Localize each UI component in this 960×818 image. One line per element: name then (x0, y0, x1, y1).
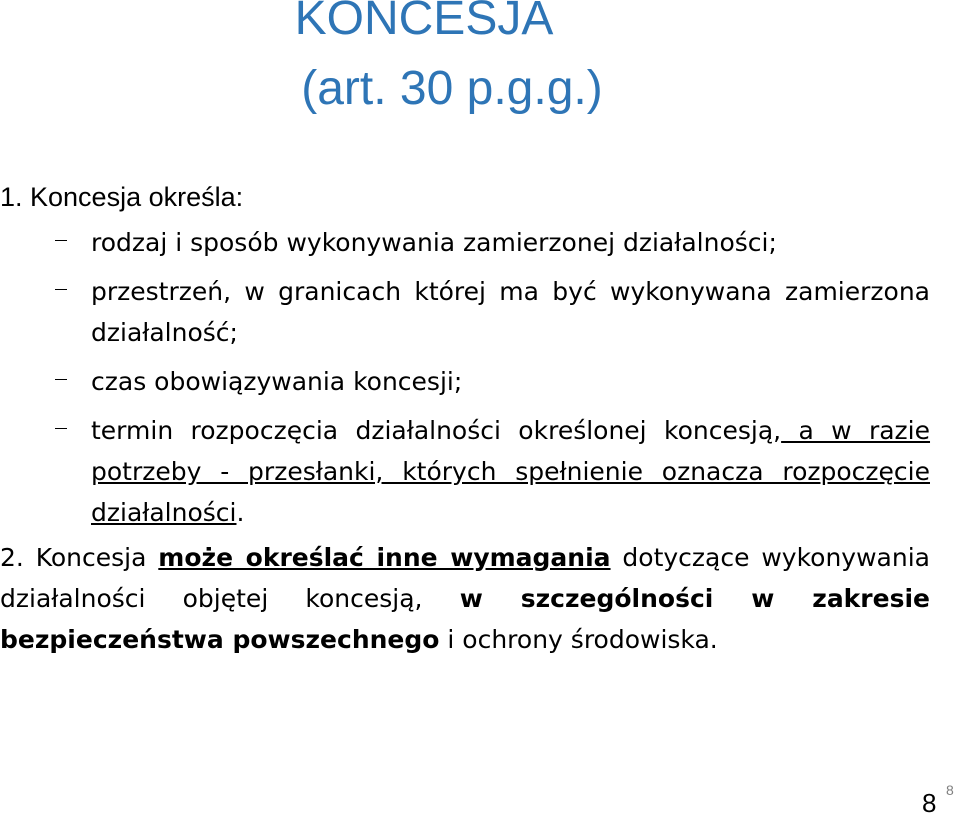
dash-bullet-icon (55, 289, 67, 290)
list-item (0, 361, 930, 402)
list-item-text-end: . (236, 498, 245, 527)
point-2-paragraph (0, 537, 930, 660)
point-2-bold-phrase: w szczególności w zakresie bezpieczeństwa powszechnego (0, 584, 930, 654)
point-2-middle: dotyczące wykonywania działalności objętej koncesją, (0, 543, 930, 613)
list-item-text-start: termin rozpoczęcia działalności określonej koncesją, (91, 416, 782, 445)
point-2-number: 2. (0, 543, 24, 572)
slide-title (0, 0, 960, 121)
point-2-word: Koncesja (35, 543, 147, 572)
list-item (0, 410, 930, 533)
page-number: 8 (922, 788, 937, 818)
title-line-2: (art. 30 p.g.g.) (301, 62, 603, 115)
slide-body (0, 178, 930, 660)
point-2-emphasis: może określać inne wymagania (158, 543, 611, 572)
dash-bullet-icon (55, 240, 67, 241)
list-item-text: czas obowiązywania koncesji; (91, 367, 463, 396)
point-1-list (0, 222, 930, 533)
title-line-1: KONCESJA (294, 0, 554, 45)
dash-bullet-icon (55, 379, 67, 380)
point-2-end: i ochrony środowiska. (447, 625, 718, 654)
page-number-small: 8 (946, 782, 954, 798)
point-1-intro: 1. Koncesja określa: (0, 182, 244, 212)
dash-bullet-icon (55, 428, 67, 429)
list-item (0, 271, 930, 353)
list-item-text-underlined: a w razie potrzeby - przesłanki, których spełnienie oznacza rozpoczęcie działalności (91, 416, 931, 527)
list-item-text: rodzaj i sposób wykonywania zamierzonej działalności; (91, 228, 777, 257)
list-item (0, 222, 930, 263)
list-item-text: przestrzeń, w granicach której ma być wykonywana zamierzona działalność; (91, 277, 930, 347)
